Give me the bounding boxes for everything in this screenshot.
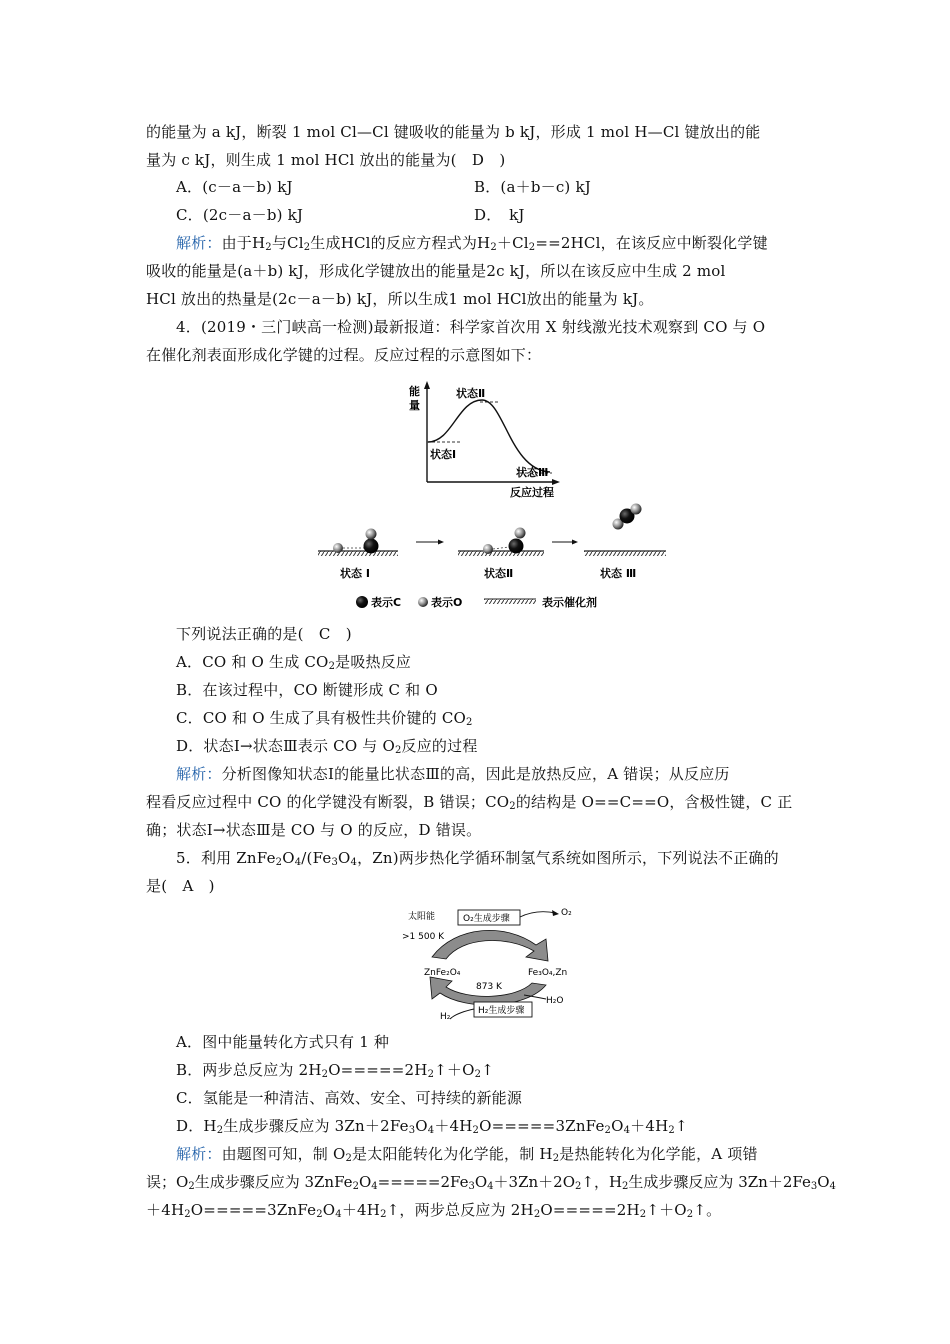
x-label: 反应过程	[510, 486, 554, 499]
q4-analysis-line-3: 确；状态Ⅰ→状态Ⅲ是 CO 与 O 的反应，D 错误。	[146, 821, 482, 839]
oxygen-atom	[631, 504, 642, 515]
h2-arrow	[450, 1009, 474, 1019]
legend-oxygen-icon	[418, 597, 428, 607]
legend-catalyst-label: 表示催化剂	[542, 596, 597, 609]
q4-option-d: D．状态Ⅰ→状态Ⅲ表示 CO 与 $O_2$反应的过程	[176, 737, 478, 756]
q5-option-d: D．$H_2$生成步骤反应为 $3Zn+2Fe_3O_4+4H_2O=====3ZnFe_2O_4+4H_2↑$	[176, 1117, 688, 1136]
carbon-atom	[509, 539, 524, 554]
reaction-scheme-diagram	[312, 498, 672, 614]
o2-arrow	[520, 912, 556, 917]
thermochemical-cycle-diagram	[396, 905, 586, 1021]
q5-analysis-line-2: 误；$O_2$生成步骤反应为 $3ZnFe_2O_4=====2Fe_3O_4+3Zn+2O_2↑$，$H_2$生成步骤反应为 $3Zn+2Fe_3O_4$	[146, 1173, 836, 1192]
catalyst-surface-3	[584, 551, 666, 556]
y-axis-arrow	[424, 381, 430, 389]
catalyst-surface-1	[318, 551, 398, 556]
legend-oxygen-label: 表示O	[431, 596, 463, 609]
q3-line-2: 量为 c kJ，则生成 1 mol HCl 放出的能量为( D )	[146, 151, 506, 169]
solar-energy-label: 太阳能	[408, 912, 436, 922]
q3-line-1: 的能量为 a kJ，断裂 1 mol Cl—Cl 键吸收的能量为 b kJ，形成 1 mol H—Cl 键放出的能	[146, 123, 761, 141]
o2-step-label: O₂生成步骤	[463, 914, 510, 924]
q5-stem-line-2: 是( A )	[146, 877, 215, 895]
q3-analysis-line-3: HCl 放出的热量是(2c－a－b) kJ，所以生成1 mol HCl放出的能量为 kJ。	[146, 290, 654, 308]
analysis-label: 解析：	[176, 234, 222, 252]
oxygen-atom	[515, 528, 526, 539]
q5-option-b: B．两步总反应为 $2H_2O=====2H_2↑+O_2↑$	[176, 1061, 494, 1080]
q5-stem-line-1: 5．利用 $ZnFe_2O_4/(Fe_3O_4$，Zn)两步热化学循环制氢气系统如图所示，下列说法不正确的	[176, 849, 779, 868]
h2-step-label: H₂生成步骤	[478, 1006, 525, 1016]
q4-option-a: A．CO 和 O 生成 $CO_2$是吸热反应	[176, 653, 412, 672]
q4-option-c: C．CO 和 O 生成了具有极性共价键的 $CO_2$	[176, 709, 473, 728]
analysis-label: 解析：	[176, 1145, 222, 1163]
state2-label: 状态Ⅱ	[456, 387, 486, 400]
energy-curve	[428, 400, 550, 472]
h2o-label: H₂O	[546, 996, 564, 1006]
scheme-state2-label: 状态Ⅱ	[484, 567, 514, 580]
analysis-label: 解析：	[176, 765, 222, 783]
q4-analysis-line-1: 解析：分析图像知状态Ⅰ的能量比状态Ⅲ的高，因此是放热反应，A 错误；从反应历	[176, 765, 730, 783]
q3-option-a: A．(c－a－b) kJ	[176, 178, 293, 196]
o2-label: O₂	[561, 908, 572, 918]
q3-analysis-line-2: 吸收的能量是(a＋b) kJ，形成化学键放出的能量是2c kJ，所以在该反应中生成 2 mol	[146, 262, 726, 280]
energy-profile-diagram	[400, 378, 570, 500]
q4-stem-line-1: 4．(2019・三门峡高一检测)最新报道：科学家首次用 X 射线激光技术观察到 CO 与 O	[176, 318, 766, 336]
q3-option-c: C．(2c－a－b) kJ	[176, 206, 304, 224]
y-label-2: 量	[409, 399, 420, 412]
q4-analysis-line-2: 程看反应过程中 CO 的化学键没有断裂，B 错误；$CO_2$的结构是 O==C==O，含极性键，C 正	[146, 793, 793, 812]
oxygen-atom	[333, 543, 343, 553]
fe3o4-zn-label: Fe₃O₄,Zn	[528, 968, 568, 978]
q4-question: 下列说法正确的是( C )	[176, 625, 352, 643]
x-axis-arrow	[552, 479, 560, 485]
q3-analysis-line-1: 解析：由于$H_2$与$Cl_2$生成HCl的反应方程式为$H_2+Cl_2==2HCl$，在该反应中断裂化学键	[176, 234, 768, 253]
high-temp-label: >1 500 K	[402, 932, 445, 942]
q4-option-b: B．在该过程中，CO 断键形成 C 和 O	[176, 681, 438, 699]
oxygen-atom	[366, 529, 377, 540]
q5-option-c: C．氢能是一种清洁、高效、安全、可持续的新能源	[176, 1089, 523, 1107]
q5-option-a: A．图中能量转化方式只有 1 种	[176, 1033, 390, 1051]
q5-analysis-line-3: $+4H_2O=====3ZnFe_2O_4+4H_2↑$，两步总反应为 $2H_2O=====2H_2↑+O_2↑$。	[146, 1201, 722, 1220]
znfe2o4-label: ZnFe₂O₄	[424, 968, 461, 978]
state3-label: 状态Ⅲ	[516, 466, 549, 479]
scheme-state3-label: 状态 Ⅲ	[600, 567, 637, 580]
state1-label: 状态Ⅰ	[430, 448, 457, 461]
q4-stem-line-2: 在催化剂表面形成化学键的过程。反应过程的示意图如下：	[146, 346, 542, 364]
low-temp-label: 873 K	[476, 982, 502, 992]
q5-analysis-line-1: 解析：由题图可知，制 $O_2$是太阳能转化为化学能，制 $H_2$是热能转化为化学能，A 项错	[176, 1145, 758, 1164]
q3-option-b: B．(a＋b－c) kJ	[474, 178, 591, 196]
q3-option-d: D． kJ	[474, 206, 525, 224]
h2-label: H₂	[440, 1012, 451, 1021]
legend-carbon-label: 表示C	[371, 596, 402, 609]
upper-cycle-arrow	[432, 930, 548, 961]
legend-catalyst-icon	[484, 599, 536, 604]
carbon-atom	[364, 539, 379, 554]
y-label-1: 能	[409, 385, 420, 398]
scheme-state1-label: 状态 Ⅰ	[340, 567, 370, 580]
oxygen-atom	[483, 544, 493, 554]
catalyst-surface-2	[458, 551, 544, 556]
legend-carbon-icon	[356, 596, 368, 608]
